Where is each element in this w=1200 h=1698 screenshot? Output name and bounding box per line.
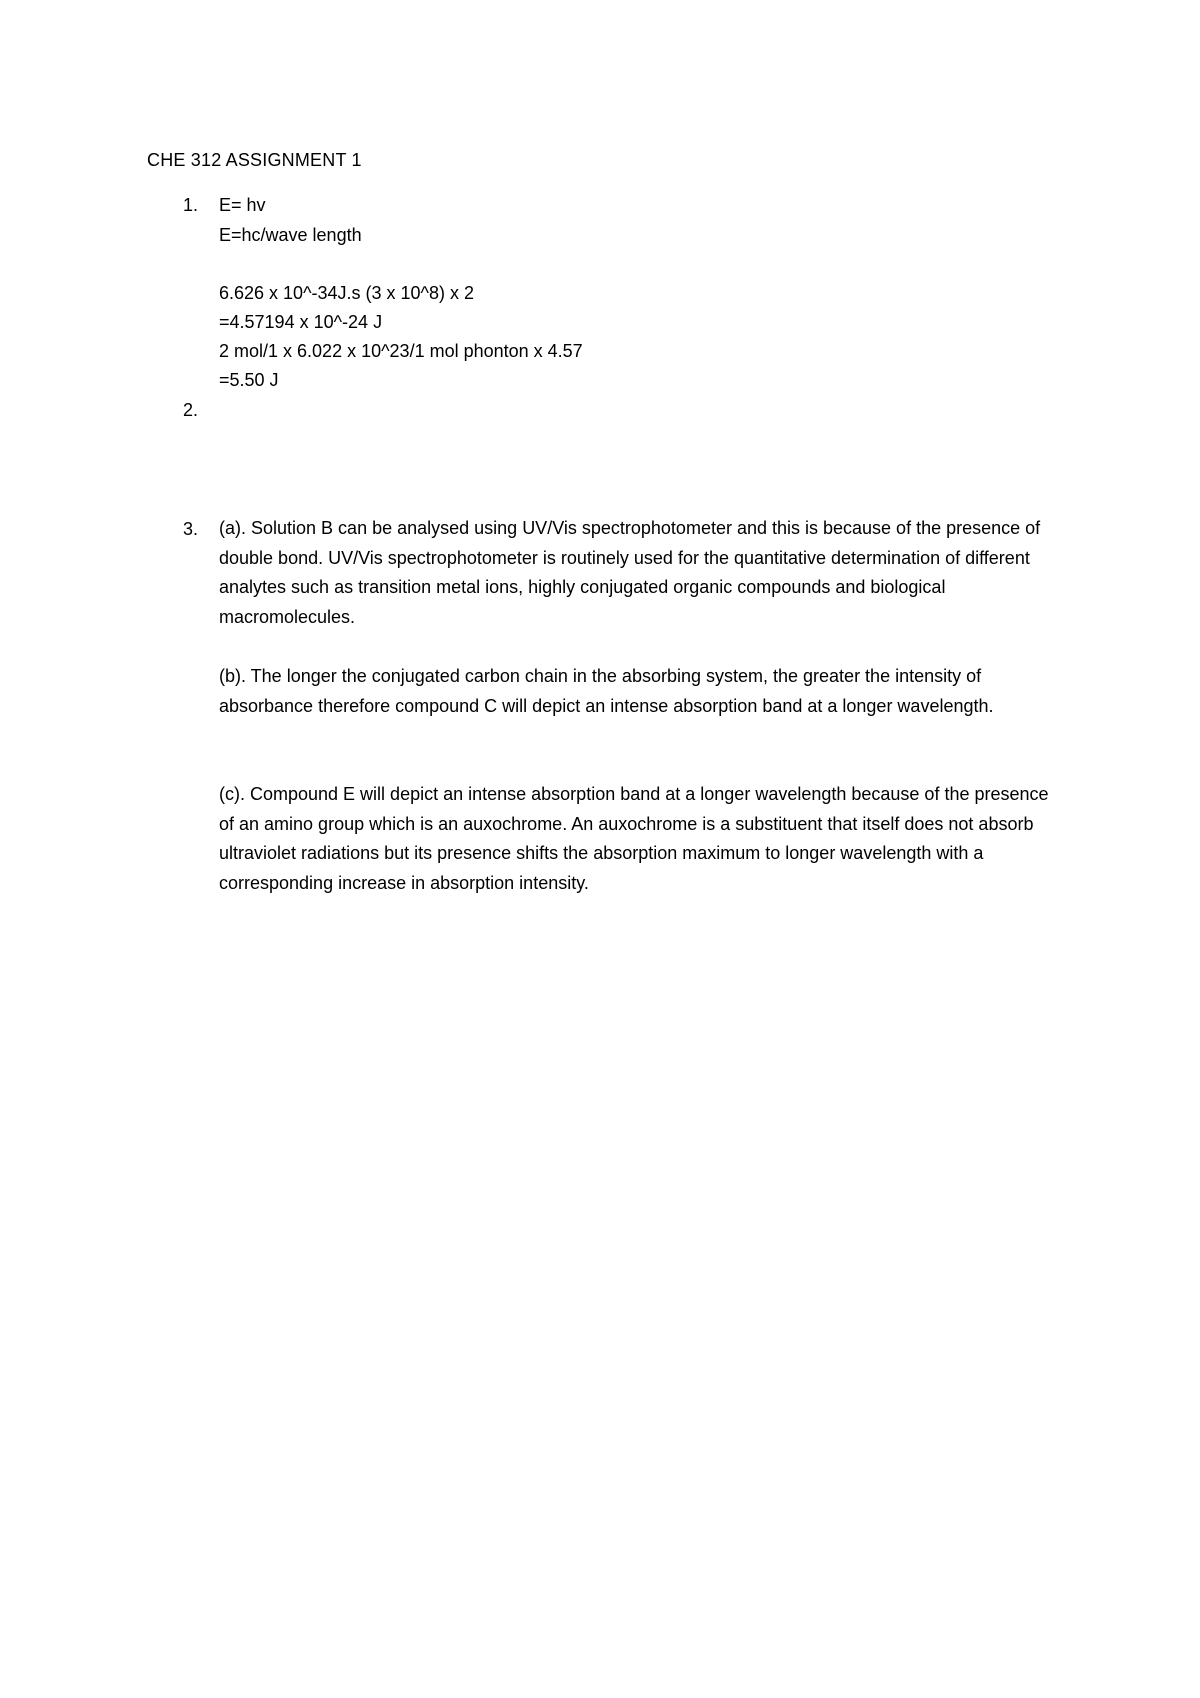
q1-line-calc-1: 6.626 x 10^-34J.s (3 x 10^8) x 2 [219, 283, 475, 303]
document-title: CHE 312 ASSIGNMENT 1 [147, 150, 362, 170]
question-3-number: 3. [183, 519, 199, 539]
q3-part-c-paragraph: (c). Compound E will depict an intense absorption band at a longer wavelength because of the presence of an amino group which is an auxochrome. An auxochrome is a substituent that itself does not absorb ultraviolet radiations but its presence shifts the absorption maximum to longer wavelength with a corresponding increase in absorption intensity. [219, 784, 1049, 893]
q1-line-calc-3: 2 mol/1 x 6.022 x 10^23/1 mol phonton x 4.57 [219, 341, 583, 361]
q1-line-formula-2: E=hc/wave length [219, 225, 362, 245]
q1-line-calc-2: =4.57194 x 10^-24 J [219, 312, 383, 332]
q1-line-formula-1: E= hv [219, 195, 266, 215]
q3-part-b-paragraph: (b). The longer the conjugated carbon chain in the absorbing system, the greater the intensity of absorbance therefore compound C will depict an intense absorption band at a longer wavelength. [219, 666, 994, 716]
question-1-number: 1. [183, 195, 199, 215]
question-2-number: 2. [183, 400, 199, 420]
q1-line-result: =5.50 J [219, 370, 279, 390]
q3-part-a-paragraph: (a). Solution B can be analysed using UV/Vis spectrophotometer and this is because of the presence of double bond. UV/Vis spectrophotometer is routinely used for the quantitative determination of different analytes such as transition metal ions, highly conjugated organic compounds and biological macromolecules. [219, 518, 1041, 627]
